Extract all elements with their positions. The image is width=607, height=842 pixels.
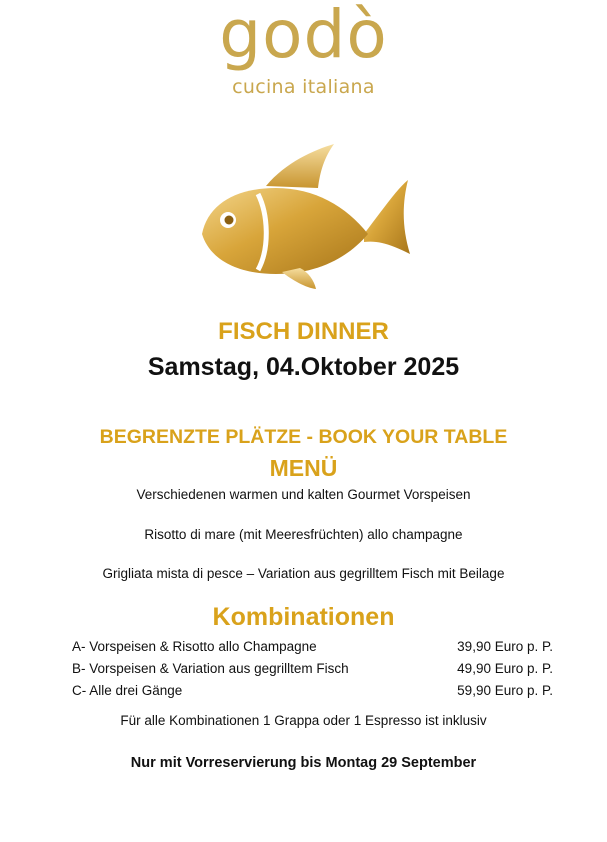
- logo-tagline: cucina italiana: [232, 76, 375, 98]
- menu-course: Verschiedenen warmen und kalten Gourmet Vorspeisen: [136, 487, 471, 502]
- logo-wordmark: godò: [219, 0, 388, 73]
- combination-row: [0, 661, 607, 681]
- combination-price: 59,90 Euro p. P.: [457, 683, 553, 698]
- event-title: FISCH DINNER: [218, 318, 389, 345]
- golden-fish-icon: [196, 142, 416, 290]
- event-date: Samstag, 04.Oktober 2025: [147, 353, 460, 381]
- combination-row: [0, 639, 607, 659]
- reservation-note: Nur mit Vorreservierung bis Montag 29 September: [130, 755, 477, 771]
- combination-label: A- Vorspeisen & Risotto allo Champagne: [72, 639, 317, 654]
- booking-notice: BEGRENZTE PLÄTZE - BOOK YOUR TABLE: [99, 426, 508, 448]
- menu-course: Grigliata mista di pesce – Variation aus gegrilltem Fisch mit Beilage: [102, 566, 505, 581]
- combinations-heading: Kombinationen: [212, 603, 395, 631]
- combination-price: 49,90 Euro p. P.: [457, 661, 553, 676]
- combination-label: C- Alle drei Gänge: [72, 683, 183, 698]
- combination-price: 39,90 Euro p. P.: [457, 639, 553, 654]
- menu-heading: MENÜ: [269, 455, 338, 481]
- combination-row: [0, 683, 607, 703]
- included-note: Für alle Kombinationen 1 Grappa oder 1 Espresso ist inklusiv: [120, 713, 487, 728]
- combination-label: B- Vorspeisen & Variation aus gegrilltem Fisch: [72, 661, 349, 676]
- menu-course: Risotto di mare (mit Meeresfrüchten) allo champagne: [144, 527, 463, 542]
